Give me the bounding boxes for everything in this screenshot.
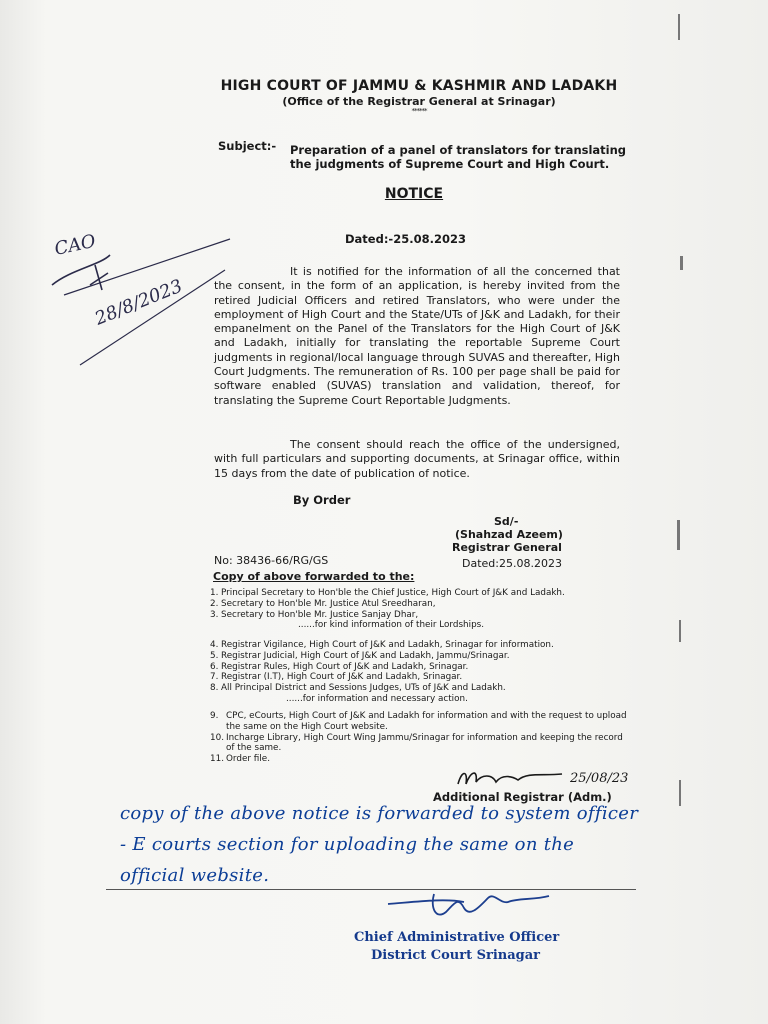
list-note: ......for information and necessary action.	[286, 693, 468, 704]
list-item: 3. Secretary to Hon'ble Mr. Justice Sanjay Dhar,	[210, 609, 419, 620]
signatory-date: Dated:25.08.2023	[462, 557, 562, 570]
cao-signature	[384, 884, 564, 928]
adm-signature-date: 25/08/23	[570, 771, 629, 786]
list-item: 11. Order file.	[210, 754, 270, 765]
list-item: 6. Registrar Rules, High Court of J&K and Ladakh, Srinagar.	[210, 661, 469, 672]
notice-title: NOTICE	[384, 186, 444, 202]
list-item: 4. Registrar Vigilance, High Court of J&K and Ladakh, Srinagar for information.	[210, 640, 554, 650]
list-item: 1. Principal Secretary to Hon'ble the Chief Justice, High Court of J&K and Ladakh.	[210, 588, 565, 598]
court-heading: HIGH COURT OF JAMMU & KASHMIR AND LADAKH	[220, 78, 618, 94]
subject-label: Subject:-	[218, 139, 277, 153]
list-item: 9. CPC, eCourts, High Court of J&K and Ladakh for information and with the request to upload the same on the High Court website.	[210, 711, 627, 732]
office-subheading: (Office of the Registrar General at Srinagar)	[282, 95, 556, 108]
copy-list-2	[210, 640, 630, 705]
heading-stars: ******	[411, 107, 427, 115]
list-item: 7. Registrar (I.T), High Court of J&K and Ladakh, Srinagar.	[210, 672, 463, 683]
copy-list-1	[210, 588, 630, 631]
stamp-office: District Court Srinagar	[371, 948, 541, 963]
scan-speck	[679, 780, 681, 806]
list-note: ......for kind information of their Lordships.	[298, 620, 485, 631]
additional-registrar-signature	[452, 762, 652, 798]
subject-text: Preparation of a panel of translators for translating the judgments of Supreme Court and High Court.	[290, 143, 627, 171]
list-item: 5. Registrar Judicial, High Court of J&K and Ladakh, Jammu/Srinagar.	[210, 650, 510, 661]
list-item: 8. All Principal District and Sessions Judges, UTs of J&K and Ladakh.	[210, 683, 506, 694]
copy-heading: Copy of above forwarded to the:	[213, 570, 415, 583]
scan-speck	[678, 14, 680, 40]
body-paragraph-1: It is notified for the information of all the concerned that the consent, in the form of an application, is hereby invited from the retired Judicial Officers and retired Translators, who were under the employment of High Court and the State/UTs of J&K and Ladakh, for their empanelment on the Panel of the Translators for the High Court of J&K and Ladakh, initially for translating the reportable Supreme Court judgments in regional/local language through SUVAS and thereafter, High Court Judgments. The remuneration of Rs. 100 per page shall be paid for software enabled (SUVAS) translation and validation, thereof, for translating the Supreme Court Reportable Judgments.	[214, 265, 620, 407]
scan-speck	[677, 520, 680, 550]
body-paragraph-2: The consent should reach the office of the undersigned, with full particulars and supporting documents, at Srinagar office, within 15 days from the date of publication of notice.	[214, 438, 620, 480]
notice-date: Dated:-25.08.2023	[345, 232, 466, 246]
list-item: 2. Secretary to Hon'ble Mr. Justice Atul Sreedharan,	[210, 598, 436, 609]
stamp-title: Chief Administrative Officer	[354, 930, 560, 945]
reference-number: No: 38436-66/RG/GS	[214, 554, 329, 567]
signatory-name: (Shahzad Azeem)	[455, 528, 563, 541]
signed-mark: Sd/-	[494, 515, 519, 528]
scan-speck	[680, 256, 683, 270]
margin-cao-text: CAO	[52, 230, 98, 260]
margin-annotation	[40, 225, 240, 375]
signatory-role: Registrar General	[452, 541, 562, 554]
additional-registrar: Additional Registrar (Adm.)	[433, 790, 612, 804]
handwritten-forwarding-note: copy of the above notice is forwarded to system officer - E courts section for uploading the same on the official website.	[120, 803, 639, 886]
margin-date-text: 28/8/2023	[92, 275, 186, 330]
list-item: 10. Incharge Library, High Court Wing Jammu/Srinagar for information and keeping the record of the same.	[210, 732, 623, 754]
by-order: By Order	[293, 493, 351, 507]
copy-list-3	[210, 711, 630, 765]
scan-speck	[679, 620, 681, 642]
